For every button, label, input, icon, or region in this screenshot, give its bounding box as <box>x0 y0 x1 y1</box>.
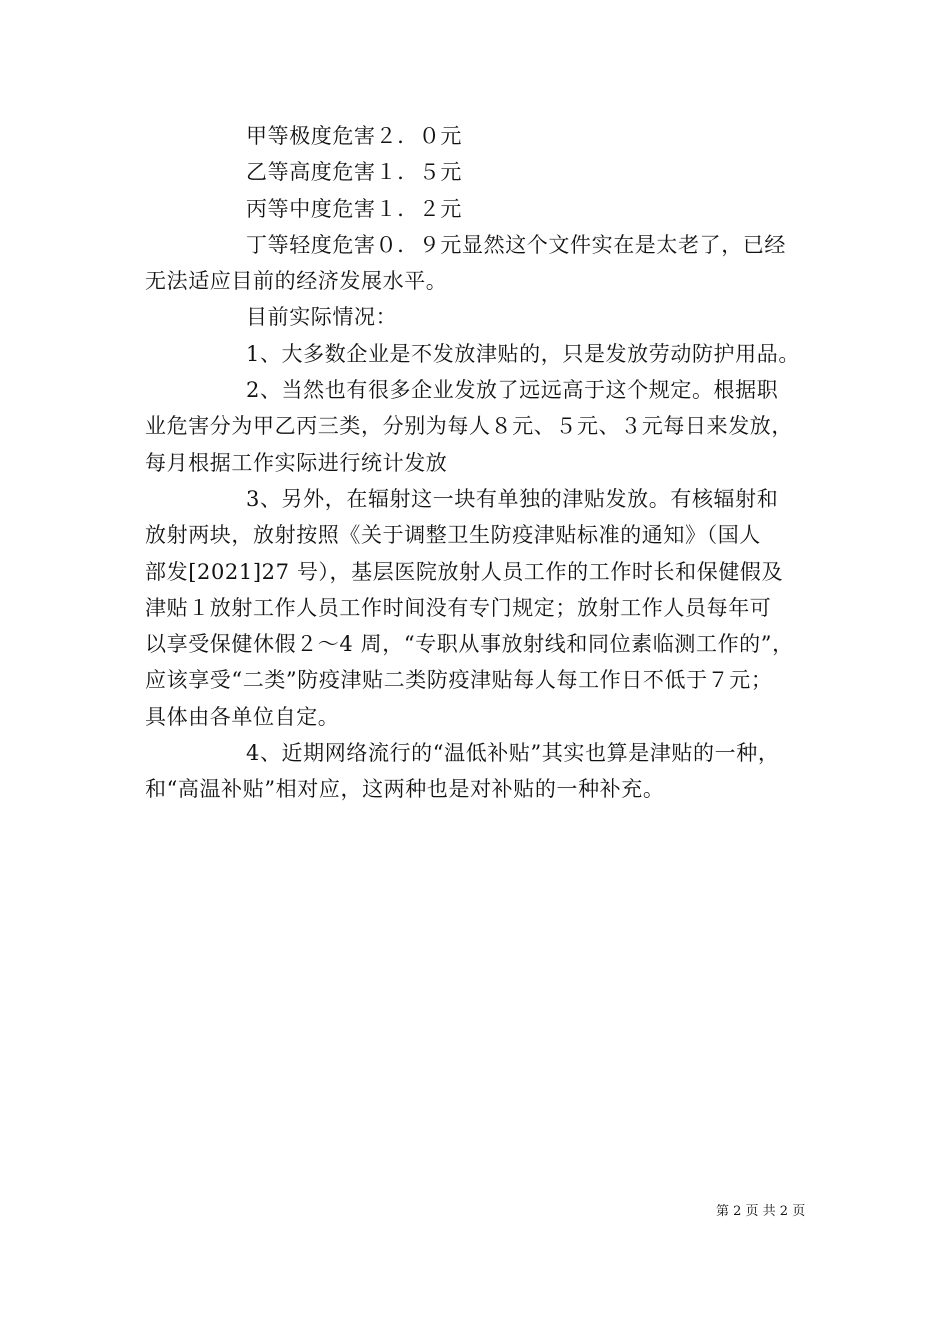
paragraph-line: 无法适应目前的经济发展水平。 <box>145 269 448 294</box>
paragraph-line: 和“高温补贴”相对应，这两种也是对补贴的一种补充。 <box>145 777 665 802</box>
paragraph-line: 2、当然也有很多企业发放了远远高于这个规定。根据职 <box>246 378 779 403</box>
paragraph-line: 具体由各单位自定。 <box>145 704 340 729</box>
paragraph-line: 每月根据工作实际进行统计发放 <box>145 450 448 475</box>
paragraph-line: 应该享受“二类”防疫津贴二类防疫津贴每人每工作日不低于７元； <box>145 668 773 693</box>
paragraph-line: 津贴１放射工作人员工作时间没有专门规定；放射工作人员每年可 <box>145 595 772 620</box>
page-number-footer: 第 2 页 共 2 页 <box>716 1204 806 1219</box>
paragraph-line: 业危害分为甲乙丙三类，分别为每人８元、５元、３元每日来发放， <box>145 414 793 439</box>
paragraph-line: 放射两块，放射按照《关于调整卫生防疫津贴标准的通知》（国人 <box>145 523 761 548</box>
paragraph-line: 3、另外，在辐射这一块有单独的津贴发放。有核辐射和 <box>246 486 779 511</box>
paragraph-line: 丙等中度危害１．２元 <box>246 196 462 221</box>
paragraph-line: 4、近期网络流行的“温低补贴”其实也算是津贴的一种， <box>246 741 780 766</box>
paragraph-line: 甲等极度危害２．０元 <box>246 124 462 148</box>
paragraph-line: 乙等高度危害１．５元 <box>246 160 462 185</box>
paragraph-line: 1、大多数企业是不发放津贴的，只是发放劳动防护用品。 <box>246 341 800 366</box>
paragraph-line: 以享受保健休假２～4 周，“专职从事放射线和同位素临测工作的”， <box>145 632 794 657</box>
paragraph-line: 部发[2021]27 号），基层医院放射人员工作的工作时长和保健假及 <box>145 559 784 584</box>
paragraph-line: 目前实际情况： <box>246 305 398 330</box>
paragraph-line: 丁等轻度危害０．９元显然这个文件实在是太老了，已经 <box>246 232 786 257</box>
document-body <box>145 118 810 808</box>
